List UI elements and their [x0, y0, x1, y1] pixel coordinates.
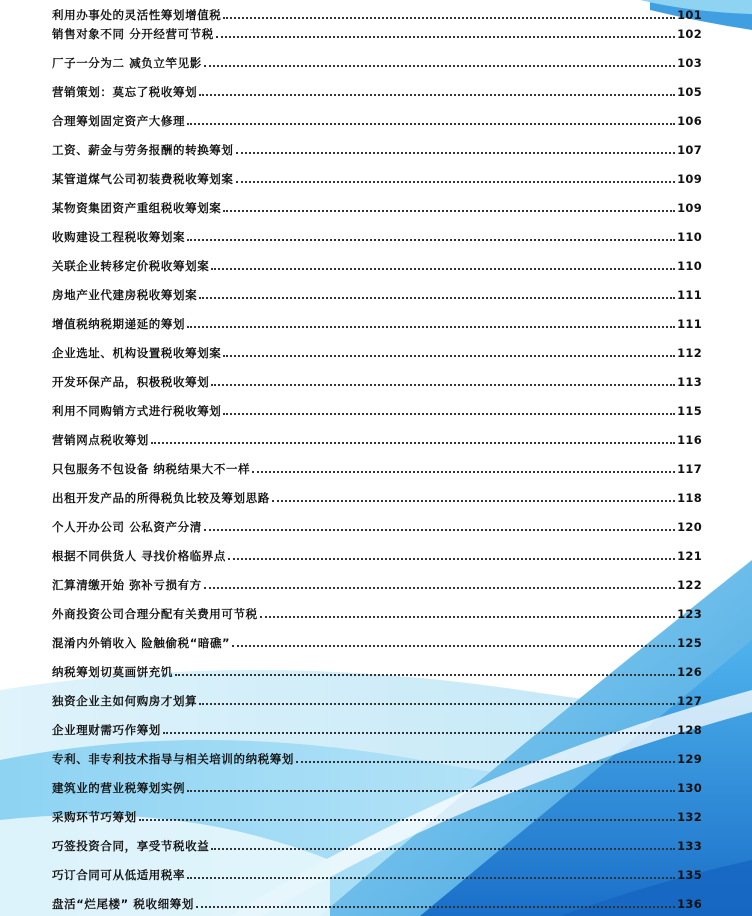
toc-entry-page: 101: [677, 8, 702, 22]
toc-leader-dots: [236, 181, 676, 183]
toc-entry-title: 厂子一分为二 减负立竿见影: [52, 56, 202, 70]
toc-entry-title: 巧签投资合同，享受节税收益: [52, 839, 210, 853]
toc-entry[interactable]: [52, 193, 702, 215]
toc-entry-page: 118: [677, 491, 702, 505]
toc-entry-title: 纳税筹划切莫画饼充饥: [52, 665, 173, 679]
toc-leader-dots: [223, 355, 675, 357]
toc-entry-title: 合理筹划固定资产大修理: [52, 114, 186, 128]
toc-entry-page: 111: [677, 317, 702, 331]
toc-leader-dots: [163, 732, 675, 734]
toc-entry[interactable]: [52, 860, 702, 882]
toc-entry[interactable]: [52, 599, 702, 621]
toc-entry[interactable]: [52, 77, 702, 99]
toc-leader-dots: [223, 413, 675, 415]
toc-entry-title: 混淆内外销收入 险触偷税“暗礁”: [52, 636, 231, 650]
toc-leader-dots: [204, 65, 675, 67]
toc-entry-page: 135: [677, 868, 702, 882]
toc-entry-page: 107: [677, 143, 702, 157]
toc-entry-title: 采购环节巧筹划: [52, 810, 137, 824]
toc-entry-page: 115: [677, 404, 702, 418]
toc-entry-page: 136: [677, 897, 702, 911]
toc-entry-title: 营销网点税收筹划: [52, 433, 149, 447]
toc-leader-dots: [232, 645, 675, 647]
toc-entry-title: 销售对象不同 分开经营可节税: [52, 27, 214, 41]
toc-leader-dots: [199, 297, 675, 299]
toc-entry[interactable]: [52, 570, 702, 592]
toc-leader-dots: [187, 239, 675, 241]
toc-entry-page: 113: [677, 375, 702, 389]
toc-entry-title: 利用办事处的灵活性筹划增值税: [52, 8, 222, 22]
toc-entry[interactable]: [52, 773, 702, 795]
toc-entry[interactable]: [52, 251, 702, 273]
toc-entry-page: 127: [677, 694, 702, 708]
toc-leader-dots: [199, 94, 675, 96]
toc-entry[interactable]: [52, 338, 702, 360]
toc-entry[interactable]: [52, 48, 702, 70]
toc-entry[interactable]: [52, 135, 702, 157]
toc-entry-title: 某管道煤气公司初装费税收筹划案: [52, 172, 234, 186]
toc-leader-dots: [296, 761, 675, 763]
toc-entry-page: 132: [677, 810, 702, 824]
toc-leader-dots: [199, 703, 675, 705]
toc-leader-dots: [260, 616, 675, 618]
toc-entry[interactable]: [52, 222, 702, 244]
toc-entry-title: 营销策划：莫忘了税收筹划: [52, 85, 198, 99]
toc-entry-title: 某物资集团资产重组税收筹划案: [52, 201, 222, 215]
toc-entry-title: 利用不同购销方式进行税收筹划: [52, 404, 222, 418]
toc-entry-page: 103: [677, 56, 702, 70]
toc-entry-page: 111: [677, 288, 702, 302]
toc-entry[interactable]: [52, 715, 702, 737]
toc-leader-dots: [211, 268, 675, 270]
toc-entry[interactable]: [52, 425, 702, 447]
toc-entry-title: 独资企业主如何购房才划算: [52, 694, 198, 708]
toc-entry-page: 126: [677, 665, 702, 679]
toc-leader-dots: [204, 587, 675, 589]
toc-entry-page: 128: [677, 723, 702, 737]
toc-entry-title: 房地产业代建房税收筹划案: [52, 288, 198, 302]
toc-entry-page: 133: [677, 839, 702, 853]
toc-entry-page: 121: [677, 549, 702, 563]
toc-entry[interactable]: [52, 396, 702, 418]
toc-leader-dots: [196, 906, 675, 908]
toc-entry[interactable]: [52, 164, 702, 186]
toc-entry-title: 企业选址、机构设置税收筹划案: [52, 346, 222, 360]
toc-entry-page: 129: [677, 752, 702, 766]
toc-leader-dots: [187, 790, 675, 792]
toc-entry[interactable]: [52, 454, 702, 476]
toc-entry-page: 109: [677, 201, 702, 215]
toc-entry-title: 巧订合同可从低适用税率: [52, 868, 186, 882]
toc-entry-page: 110: [677, 230, 702, 244]
toc-leader-dots: [223, 210, 675, 212]
toc-entry[interactable]: [52, 19, 702, 41]
toc-entry-page: 122: [677, 578, 702, 592]
toc-leader-dots: [211, 384, 675, 386]
toc-leader-dots: [236, 152, 676, 154]
toc-entry[interactable]: [52, 106, 702, 128]
toc-leader-dots: [187, 123, 675, 125]
toc-entry-title: 盘活“烂尾楼” 税收细筹划: [52, 897, 194, 911]
toc-entry-page: 120: [677, 520, 702, 534]
toc-entry-title: 个人开办公司 公私资产分清: [52, 520, 202, 534]
toc-entry[interactable]: [52, 802, 702, 824]
toc-leader-dots: [151, 442, 675, 444]
toc-entry[interactable]: [52, 744, 702, 766]
toc-entry[interactable]: [52, 367, 702, 389]
toc-entry-title: 外商投资公司合理分配有关费用可节税: [52, 607, 258, 621]
toc-leader-dots: [187, 877, 675, 879]
toc-entry-page: 109: [677, 172, 702, 186]
toc-entry-page: 125: [677, 636, 702, 650]
toc-entry-title: 开发环保产品，积极税收筹划: [52, 375, 210, 389]
toc-entry[interactable]: [52, 483, 702, 505]
toc-entry-page: 123: [677, 607, 702, 621]
toc-entry-title: 专利、非专利技术指导与相关培训的纳税筹划: [52, 752, 294, 766]
toc-entry-page: 130: [677, 781, 702, 795]
toc-entry[interactable]: [52, 657, 702, 679]
toc-entry-page: 102: [677, 27, 702, 41]
toc-entry-page: 112: [677, 346, 702, 360]
toc-entry-page: 116: [677, 433, 702, 447]
toc-entry-title: 收购建设工程税收筹划案: [52, 230, 186, 244]
toc-leader-dots: [252, 471, 675, 473]
toc-leader-dots: [272, 500, 675, 502]
toc-entry[interactable]: [52, 831, 702, 853]
toc-leader-dots: [139, 819, 675, 821]
toc-entry-page: 106: [677, 114, 702, 128]
toc-leader-dots: [228, 558, 675, 560]
toc-entry[interactable]: [52, 686, 702, 708]
toc-entry[interactable]: [52, 628, 702, 650]
toc-entry[interactable]: [52, 512, 702, 534]
toc-entry-page: 117: [677, 462, 702, 476]
toc-leader-dots: [211, 848, 675, 850]
toc-entry-title: 增值税纳税期递延的筹划: [52, 317, 186, 331]
toc-entry[interactable]: [52, 541, 702, 563]
toc-entry-title: 只包服务不包设备 纳税结果大不一样: [52, 462, 251, 476]
toc-entry-title: 工资、薪金与劳务报酬的转换筹划: [52, 143, 234, 157]
toc-entry-page: 105: [677, 85, 702, 99]
toc-entry[interactable]: [52, 309, 702, 331]
toc-entry-title: 企业理财需巧作筹划: [52, 723, 161, 737]
toc-entry[interactable]: [52, 889, 702, 911]
toc-entry-title: 建筑业的营业税筹划实例: [52, 781, 186, 795]
toc-leader-dots: [204, 529, 675, 531]
toc-leader-dots: [175, 674, 675, 676]
toc-leader-dots: [216, 36, 675, 38]
toc-entry-title: 关联企业转移定价税收筹划案: [52, 259, 210, 273]
toc-entry[interactable]: [52, 280, 702, 302]
toc-entry-title: 汇算清缴开始 弥补亏损有方: [52, 578, 202, 592]
toc-entry-title: 根据不同供货人 寻找价格临界点: [52, 549, 227, 563]
toc-entry-title: 出租开发产品的所得税负比较及筹划思路: [52, 491, 270, 505]
toc-leader-dots: [187, 326, 675, 328]
toc-entry-page: 110: [677, 259, 702, 273]
